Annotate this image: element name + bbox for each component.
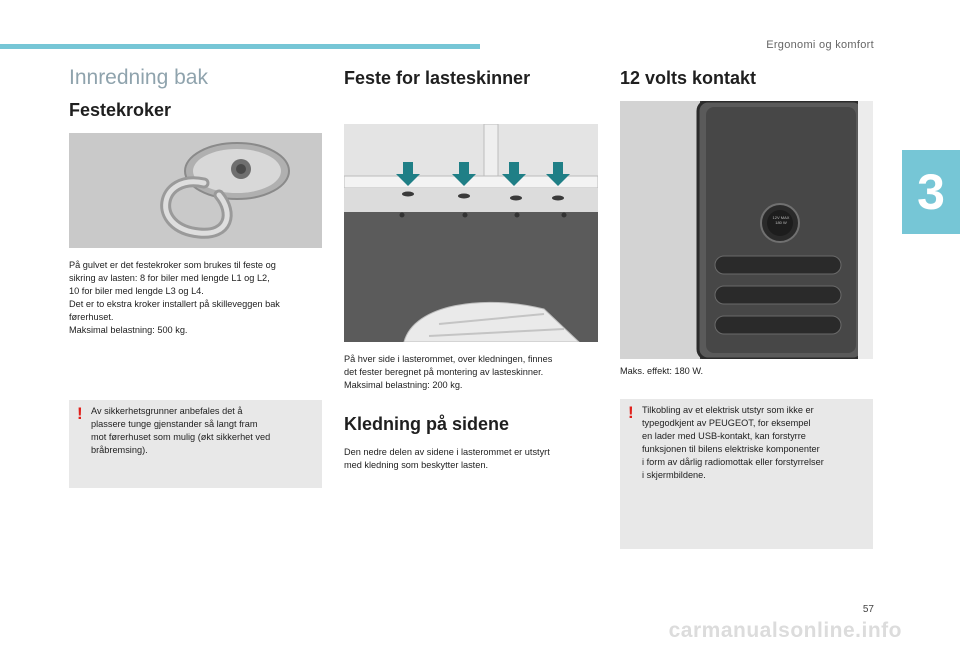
rail-mount-image (344, 124, 598, 342)
warning-icon: ! (628, 403, 634, 422)
kledning-heading: Kledning på sidene (344, 414, 510, 434)
festekroker-text: På gulvet er det festekroker som brukes til feste og sikring av lasten: 8 for biler med lengde L1 og L2, 10 for biler med lengde L3 og L4. Det er to ekstra kroker installert på skilleveggen bak førerhuset. Maksimal belastning: 500 kg. (69, 260, 280, 335)
volt-heading: 12 volts kontakt (620, 68, 757, 88)
volt-text: Maks. effekt: 180 W. (620, 366, 704, 376)
lasteskinner-text: På hver side i lasterommet, over kledningen, finnes det fester beregnet på montering av lasteskinner. Maksimal belastning: 200 kg. (344, 354, 553, 390)
warning-icon: ! (77, 404, 83, 423)
page-number: 57 (862, 604, 874, 615)
kledning-text: Den nedre delen av sidene i lasterommet er utstyrt med kledning som beskytter lasten. (344, 447, 550, 470)
festekroker-warning-box (69, 400, 322, 488)
festekroker-warning-text: Av sikkerhetsgrunner anbefales det å plassere tunge gjenstander så langt fram mot førerhuset som mulig (økt sikkerhet ved bråbremsing). (91, 406, 271, 455)
chapter-title: Ergonomi og komfort (766, 39, 874, 51)
chapter-number: 3 (917, 164, 945, 220)
header-accent-bar (0, 44, 480, 49)
hook-image (69, 133, 322, 248)
volt-warning-text: Tilkobling av et elektrisk utstyr som ikke er typegodkjent av PEUGEOT, for eksempel en lader med USB-kontakt, kan forstyrre funksjonen til bilens elektriske komponenter i form av dårlig radiomottak eller forstyrrelser i skjermbildene. (642, 405, 824, 480)
socket-label: 12V MAX 180 W (772, 215, 790, 225)
socket-image (620, 101, 873, 359)
lasteskinner-heading: Feste for lasteskinner (344, 68, 531, 88)
arrow-indicators (344, 124, 598, 342)
volt-warning-box (620, 399, 873, 549)
watermark: carmanualsonline.info (668, 619, 902, 642)
section-title: Innredning bak (69, 66, 208, 89)
festekroker-heading: Festekroker (69, 100, 172, 120)
